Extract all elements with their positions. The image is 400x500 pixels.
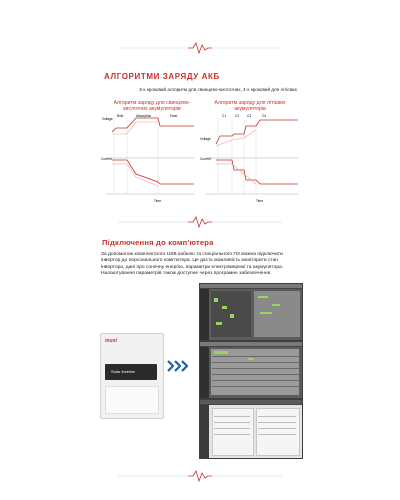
top-divider <box>118 42 282 54</box>
voltage-line-2 <box>216 130 256 146</box>
connection-arrows-icon <box>166 360 190 372</box>
bottom-divider <box>118 470 282 482</box>
software-screenshot-3 <box>199 399 303 459</box>
lead-acid-charge-chart <box>100 114 200 204</box>
body-line-2: інвертор до персонального комп'ютера. Це дасть можливість моніторити стан <box>101 258 278 264</box>
current-line <box>216 160 298 184</box>
pc-connection-body <box>101 252 306 278</box>
lithium-caption: Алгоритм заряду для літієвих акумуляторів <box>214 100 286 113</box>
body-line-4: Налаштування параметрів також доступне через програмне забезпечення. <box>101 271 272 277</box>
device-lower-panel <box>105 386 159 414</box>
stage-label-c3: C3 <box>247 114 252 118</box>
device-panel-text: Solar Inverter <box>111 369 136 374</box>
voltage-axis-label: Voltage <box>102 117 113 121</box>
software-screenshot-1 <box>199 283 303 341</box>
middle-divider <box>118 216 282 228</box>
voltage-line <box>216 120 298 144</box>
inverter-device <box>100 333 164 419</box>
stage-label-bulk: Bulk <box>117 114 124 118</box>
body-line-1: За допомогою комплектного USB кабелю та спеціального ПЗ можна підключити <box>101 252 283 257</box>
lead-acid-caption: Алгоритм заряду для свинцево-кислотних акумуляторів <box>113 100 191 113</box>
current-line <box>112 160 194 184</box>
charging-algorithms-subtitle: 3-х кроковий алгоритм для свинцево-кислотних, 4-х кроковий для літієвих <box>139 87 297 92</box>
software-screenshot-2 <box>199 341 303 399</box>
current-axis-label: Current <box>101 157 112 161</box>
current-axis-label: Current <box>200 157 211 161</box>
device-front-panel <box>105 364 157 380</box>
time-axis-label: Time <box>256 199 263 203</box>
stage-label-c1: C1 <box>222 114 227 118</box>
charging-algorithms-title: АЛГОРИТМИ ЗАРЯДУ АКБ <box>104 72 220 81</box>
current-line-2 <box>112 164 158 186</box>
voltage-line <box>112 118 194 132</box>
current-line-2 <box>216 164 256 184</box>
stage-label-float: Float <box>170 114 178 118</box>
stage-label-absorption: Absorption <box>136 114 152 118</box>
lithium-charge-chart <box>198 114 302 204</box>
device-brand-logo: must <box>105 338 117 344</box>
body-line-3: інвертора, дані про сонячну енергію, параметри електромережі та акумулятора. <box>101 264 284 270</box>
stage-label-c4: C4 <box>262 114 267 118</box>
voltage-axis-label: Voltage <box>200 137 211 141</box>
time-axis-label: Time <box>154 199 161 203</box>
stage-label-c2: C2 <box>235 114 240 118</box>
pc-connection-title: Підключення до комп'ютера <box>102 238 214 247</box>
